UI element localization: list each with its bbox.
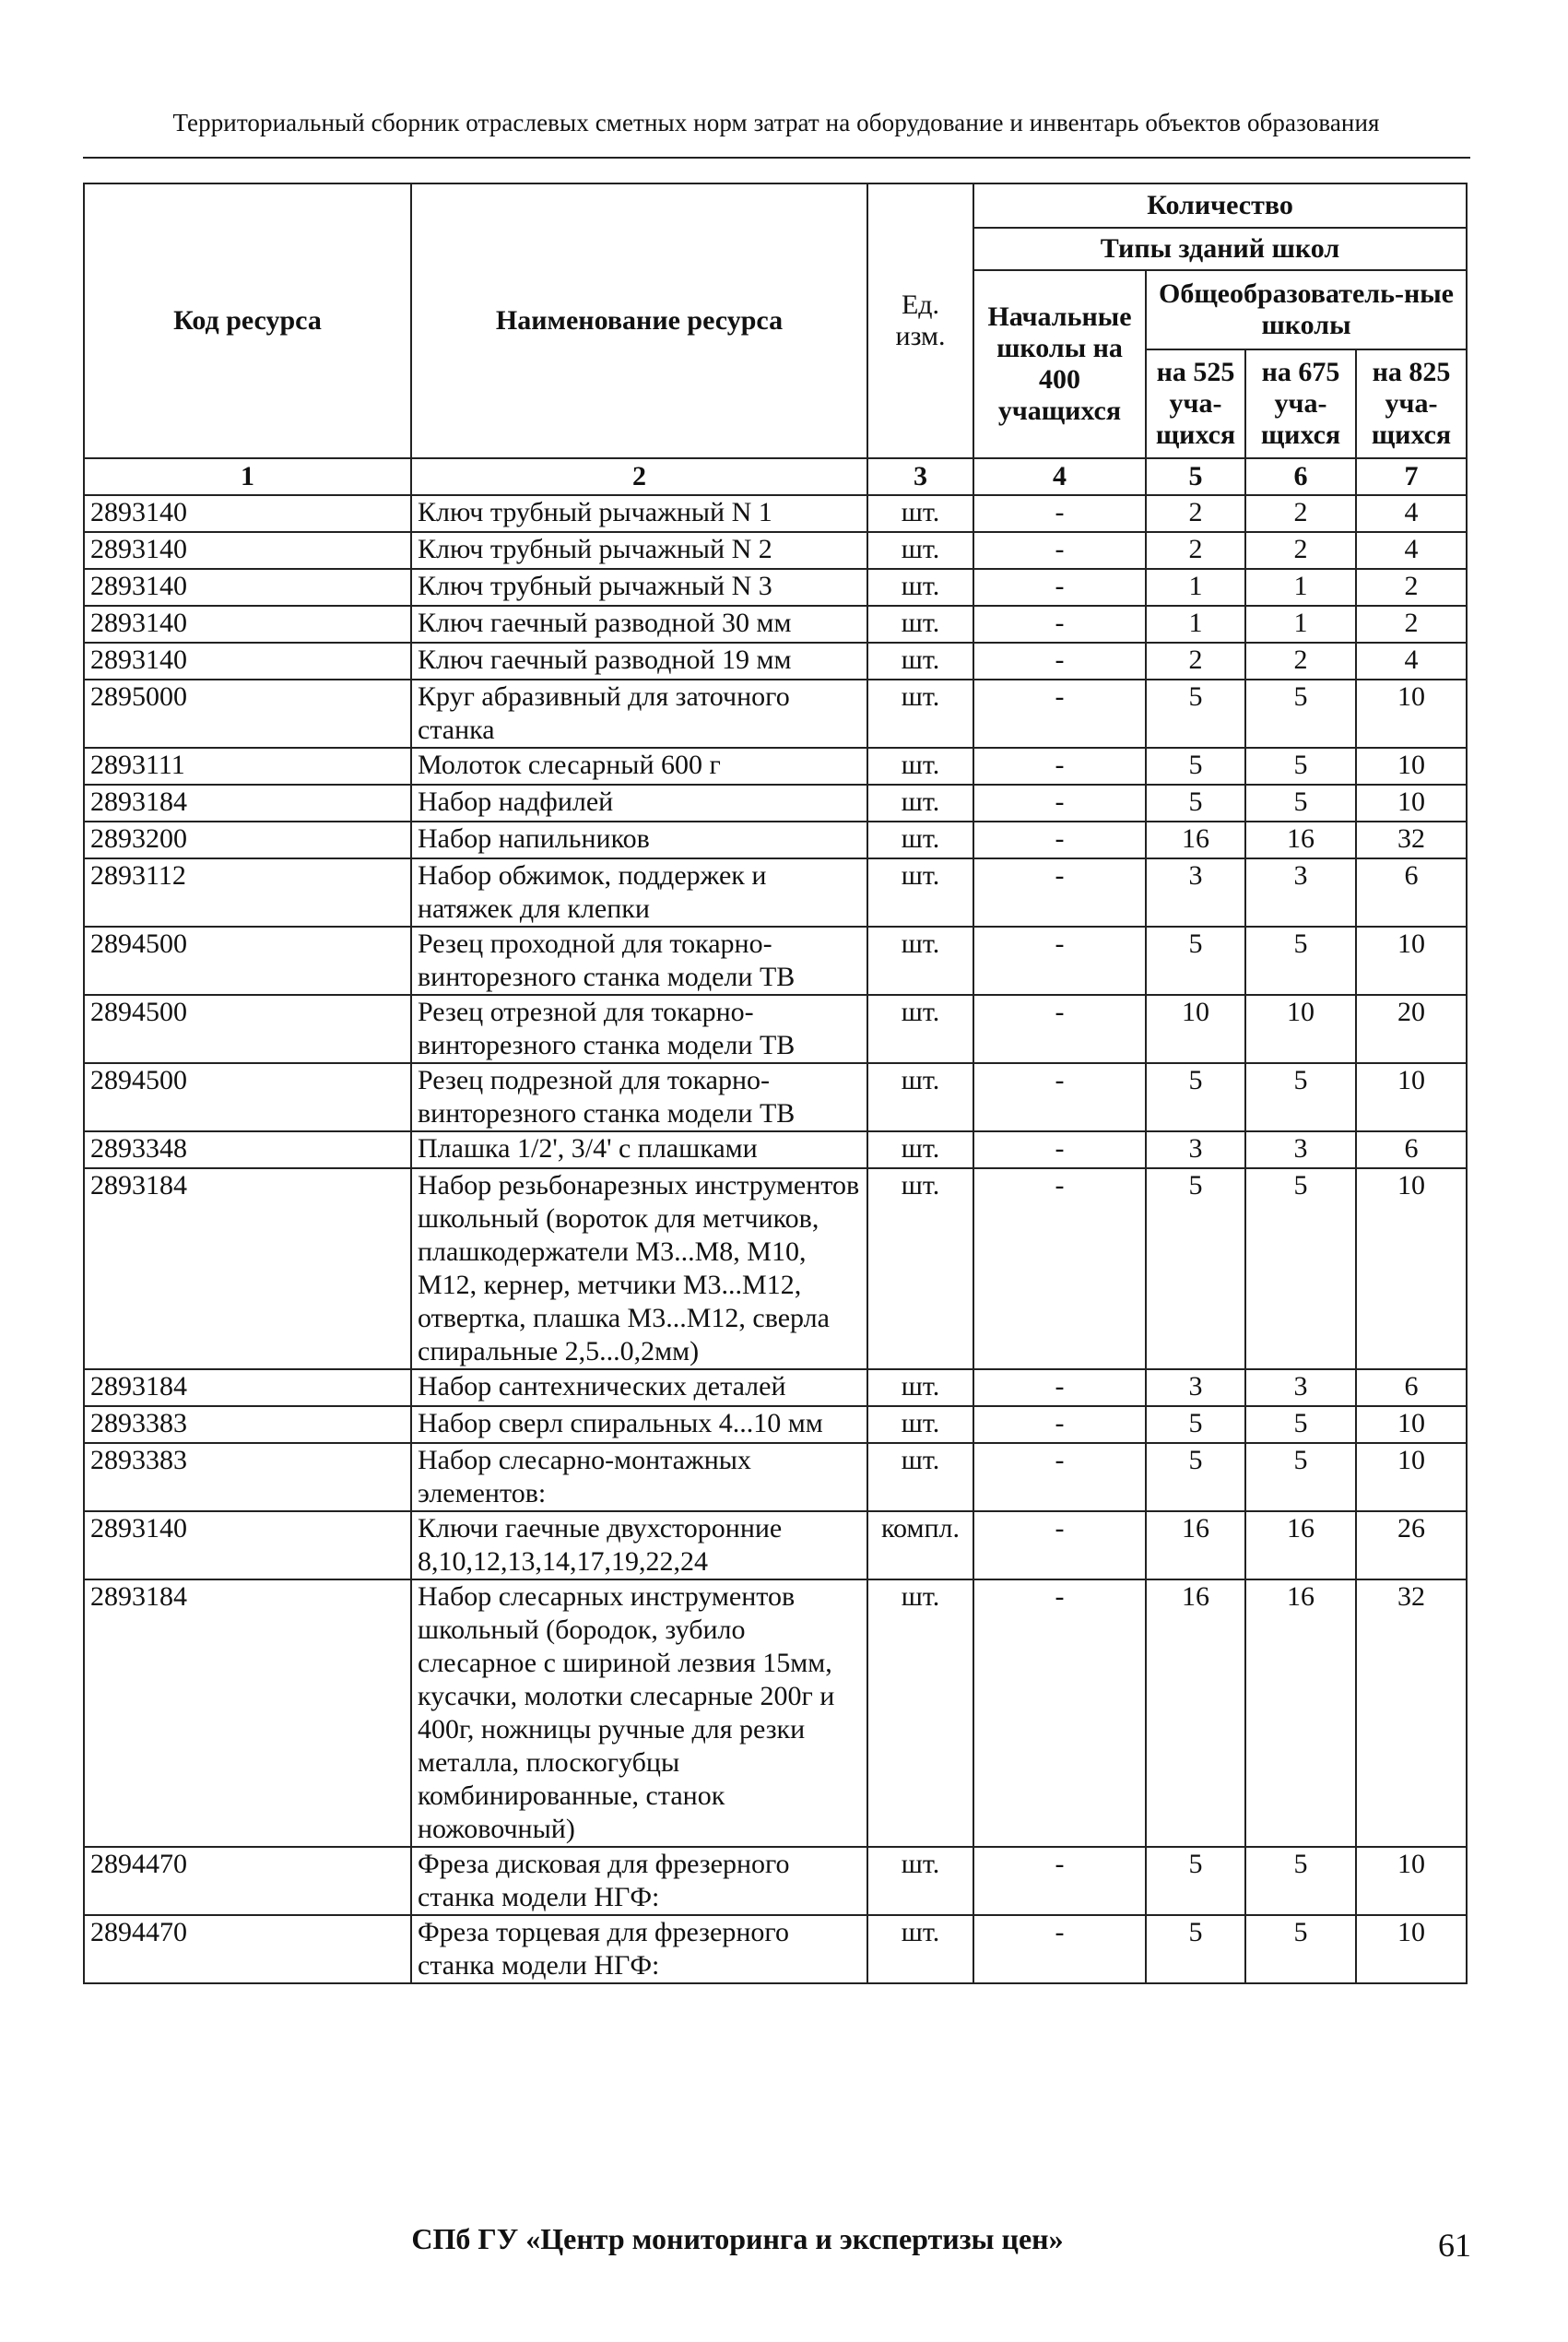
unit-cell: шт.: [867, 606, 973, 643]
qty-primary: -: [973, 822, 1146, 858]
qty-525: 16: [1146, 1511, 1245, 1579]
column-number: 1: [84, 458, 411, 495]
header-name: Наименование ресурса: [411, 183, 867, 458]
qty-525: 5: [1146, 748, 1245, 785]
resource-name: Резец отрезной для токарно-винторезного станка модели ТВ: [411, 995, 867, 1063]
qty-675: 3: [1245, 858, 1356, 927]
resource-name: Набор сверл спиральных 4...10 мм: [411, 1406, 867, 1443]
resource-name: Набор сантехнических деталей: [411, 1369, 867, 1406]
table-row: [84, 1131, 1467, 1168]
unit-cell: шт.: [867, 822, 973, 858]
qty-825: 2: [1356, 569, 1467, 606]
qty-825: 20: [1356, 995, 1467, 1063]
qty-825: 10: [1356, 680, 1467, 748]
unit-cell: шт.: [867, 1579, 973, 1847]
resource-code: 2893348: [84, 1131, 411, 1168]
header-code: Код ресурса: [84, 183, 411, 458]
qty-825: 4: [1356, 643, 1467, 680]
qty-525: 5: [1146, 1406, 1245, 1443]
qty-525: 16: [1146, 1579, 1245, 1847]
header-unit: Ед. изм.: [867, 183, 973, 458]
qty-525: 5: [1146, 1063, 1245, 1131]
table-body: [84, 495, 1467, 1983]
qty-675: 16: [1245, 822, 1356, 858]
resource-name: Набор напильников: [411, 822, 867, 858]
qty-675: 5: [1245, 680, 1356, 748]
resource-name: Молоток слесарный 600 г: [411, 748, 867, 785]
page-header: Территориальный сборник отраслевых сметных норм затрат на оборудование и инвентарь объектов образования: [172, 109, 1380, 136]
qty-825: 32: [1356, 822, 1467, 858]
qty-primary: -: [973, 1168, 1146, 1369]
table-row: [84, 1847, 1467, 1915]
qty-525: 5: [1146, 1168, 1245, 1369]
unit-cell: шт.: [867, 569, 973, 606]
qty-675: 2: [1245, 495, 1356, 532]
qty-675: 1: [1245, 569, 1356, 606]
column-number-row: [84, 458, 1467, 495]
header-675: на 675 уча-щихся: [1245, 349, 1356, 458]
header-general: Общеобразователь-ные школы: [1146, 270, 1467, 349]
table-row: [84, 785, 1467, 822]
qty-primary: -: [973, 532, 1146, 569]
header-825: на 825 уча-щихся: [1356, 349, 1467, 458]
qty-primary: -: [973, 1443, 1146, 1511]
table-row: [84, 1511, 1467, 1579]
qty-primary: -: [973, 1063, 1146, 1131]
table-row: [84, 569, 1467, 606]
resource-code: 2893184: [84, 1168, 411, 1369]
qty-525: 16: [1146, 822, 1245, 858]
qty-825: 6: [1356, 1131, 1467, 1168]
unit-cell: компл.: [867, 1511, 973, 1579]
table-row: [84, 1406, 1467, 1443]
resource-code: 2894500: [84, 927, 411, 995]
resource-code: 2895000: [84, 680, 411, 748]
resource-name: Плашка 1/2', 3/4' с плашками: [411, 1131, 867, 1168]
table-row: [84, 822, 1467, 858]
qty-primary: -: [973, 748, 1146, 785]
qty-825: 4: [1356, 532, 1467, 569]
qty-825: 10: [1356, 1063, 1467, 1131]
qty-primary: -: [973, 1847, 1146, 1915]
resource-name: Набор обжимок, поддержек и натяжек для клепки: [411, 858, 867, 927]
qty-primary: -: [973, 680, 1146, 748]
qty-825: 10: [1356, 1847, 1467, 1915]
qty-825: 10: [1356, 1443, 1467, 1511]
resource-name: Ключ трубный рычажный N 3: [411, 569, 867, 606]
resource-name: Набор резьбонарезных инструментов школьный (вороток для метчиков, плашкодержатели М3...М8, М10, М12, кернер, метчики М3...М12, отвертка, плашка М3...М12, сверла спиральные 2,5...0,2мм): [411, 1168, 867, 1369]
resource-name: Фреза дисковая для фрезерного станка модели НГФ:: [411, 1847, 867, 1915]
header-quantity: Количество: [973, 183, 1467, 228]
column-number: 6: [1245, 458, 1356, 495]
qty-675: 5: [1245, 1915, 1356, 1983]
table-row: [84, 1369, 1467, 1406]
qty-825: 10: [1356, 785, 1467, 822]
resource-name: Набор слесарных инструментов школьный (бородок, зубило слесарное с шириной лезвия 15мм, кусачки, молотки слесарные 200г и 400г, ножницы ручные для резки металла, плоскогубцы комбинированные, станок ножовочный): [411, 1579, 867, 1847]
resource-code: 2894500: [84, 995, 411, 1063]
qty-525: 5: [1146, 1847, 1245, 1915]
unit-cell: шт.: [867, 1915, 973, 1983]
table-row: [84, 995, 1467, 1063]
resource-code: 2893140: [84, 606, 411, 643]
qty-primary: -: [973, 495, 1146, 532]
table-row: [84, 1443, 1467, 1511]
resource-name: Набор надфилей: [411, 785, 867, 822]
qty-675: 5: [1245, 748, 1356, 785]
resource-code: 2893140: [84, 532, 411, 569]
table-row: [84, 858, 1467, 927]
resource-name: Ключ гаечный разводной 19 мм: [411, 643, 867, 680]
qty-675: 5: [1245, 785, 1356, 822]
resource-code: 2893383: [84, 1443, 411, 1511]
qty-primary: -: [973, 1406, 1146, 1443]
resource-name: Ключ трубный рычажный N 1: [411, 495, 867, 532]
qty-primary: -: [973, 569, 1146, 606]
resource-code: 2893112: [84, 858, 411, 927]
qty-675: 5: [1245, 1443, 1356, 1511]
qty-825: 4: [1356, 495, 1467, 532]
qty-primary: -: [973, 1579, 1146, 1847]
qty-825: 6: [1356, 858, 1467, 927]
unit-cell: шт.: [867, 858, 973, 927]
resource-name: Резец подрезной для токарно-винторезного станка модели ТВ: [411, 1063, 867, 1131]
table-row: [84, 1915, 1467, 1983]
qty-675: 5: [1245, 1406, 1356, 1443]
qty-825: 32: [1356, 1579, 1467, 1847]
table-row: [84, 1063, 1467, 1131]
header-525: на 525 уча-щихся: [1146, 349, 1245, 458]
unit-cell: шт.: [867, 927, 973, 995]
unit-cell: шт.: [867, 1131, 973, 1168]
qty-525: 5: [1146, 1915, 1245, 1983]
qty-525: 3: [1146, 1131, 1245, 1168]
qty-primary: -: [973, 1915, 1146, 1983]
qty-525: 3: [1146, 858, 1245, 927]
qty-825: 6: [1356, 1369, 1467, 1406]
qty-primary: -: [973, 606, 1146, 643]
qty-525: 5: [1146, 927, 1245, 995]
qty-825: 26: [1356, 1511, 1467, 1579]
resource-code: 2894470: [84, 1847, 411, 1915]
unit-cell: шт.: [867, 1063, 973, 1131]
resource-name: Набор слесарно-монтажных элементов:: [411, 1443, 867, 1511]
resource-code: 2893184: [84, 785, 411, 822]
header-rule: [83, 157, 1470, 159]
resource-code: 2893184: [84, 1579, 411, 1847]
qty-675: 3: [1245, 1131, 1356, 1168]
qty-525: 1: [1146, 569, 1245, 606]
qty-825: 2: [1356, 606, 1467, 643]
qty-525: 5: [1146, 785, 1245, 822]
table-row: [84, 1168, 1467, 1369]
qty-825: 10: [1356, 927, 1467, 995]
resource-name: Фреза торцевая для фрезерного станка модели НГФ:: [411, 1915, 867, 1983]
qty-675: 2: [1245, 643, 1356, 680]
unit-cell: шт.: [867, 748, 973, 785]
resource-code: 2893140: [84, 495, 411, 532]
qty-675: 16: [1245, 1511, 1356, 1579]
qty-525: 5: [1146, 680, 1245, 748]
resource-code: 2894470: [84, 1915, 411, 1983]
resource-code: 2893140: [84, 643, 411, 680]
qty-525: 1: [1146, 606, 1245, 643]
header-primary: Начальные школы на 400 учащихся: [973, 270, 1146, 458]
column-number: 2: [411, 458, 867, 495]
qty-675: 1: [1245, 606, 1356, 643]
resource-name: Ключ гаечный разводной 30 мм: [411, 606, 867, 643]
resource-code: 2893140: [84, 1511, 411, 1579]
qty-primary: -: [973, 785, 1146, 822]
qty-525: 2: [1146, 532, 1245, 569]
unit-cell: шт.: [867, 1406, 973, 1443]
resource-name: Ключ трубный рычажный N 2: [411, 532, 867, 569]
resource-code: 2893184: [84, 1369, 411, 1406]
unit-cell: шт.: [867, 785, 973, 822]
qty-primary: -: [973, 995, 1146, 1063]
qty-825: 10: [1356, 1915, 1467, 1983]
resource-table: [83, 183, 1468, 1984]
qty-primary: -: [973, 643, 1146, 680]
table-row: [84, 927, 1467, 995]
unit-cell: шт.: [867, 1443, 973, 1511]
resource-code: 2893111: [84, 748, 411, 785]
unit-cell: шт.: [867, 643, 973, 680]
footer-organization: СПб ГУ «Центр мониторинга и экспертизы цен»: [411, 2222, 1064, 2255]
column-number: 4: [973, 458, 1146, 495]
unit-cell: шт.: [867, 1369, 973, 1406]
column-number: 7: [1356, 458, 1467, 495]
resource-name: Ключи гаечные двухсторонние 8,10,12,13,14,17,19,22,24: [411, 1511, 867, 1579]
unit-cell: шт.: [867, 995, 973, 1063]
qty-675: 5: [1245, 927, 1356, 995]
qty-675: 5: [1245, 1063, 1356, 1131]
column-number: 5: [1146, 458, 1245, 495]
qty-525: 10: [1146, 995, 1245, 1063]
qty-primary: -: [973, 1369, 1146, 1406]
header-building-types: Типы зданий школ: [973, 228, 1467, 270]
unit-cell: шт.: [867, 1847, 973, 1915]
table-row: [84, 495, 1467, 532]
unit-cell: шт.: [867, 1168, 973, 1369]
qty-825: 10: [1356, 748, 1467, 785]
table-row: [84, 532, 1467, 569]
resource-code: 2893200: [84, 822, 411, 858]
qty-525: 5: [1146, 1443, 1245, 1511]
qty-primary: -: [973, 858, 1146, 927]
table-row: [84, 606, 1467, 643]
resource-code: 2893140: [84, 569, 411, 606]
qty-675: 3: [1245, 1369, 1356, 1406]
qty-525: 3: [1146, 1369, 1245, 1406]
qty-primary: -: [973, 1131, 1146, 1168]
column-number: 3: [867, 458, 973, 495]
qty-primary: -: [973, 927, 1146, 995]
resource-code: 2894500: [84, 1063, 411, 1131]
qty-675: 10: [1245, 995, 1356, 1063]
qty-675: 5: [1245, 1168, 1356, 1369]
resource-name: Резец проходной для токарно-винторезного станка модели ТВ: [411, 927, 867, 995]
qty-675: 5: [1245, 1847, 1356, 1915]
unit-cell: шт.: [867, 680, 973, 748]
page-number: 61: [1438, 2227, 1471, 2264]
resource-code: 2893383: [84, 1406, 411, 1443]
table-row: [84, 748, 1467, 785]
resource-name: Круг абразивный для заточного станка: [411, 680, 867, 748]
table-row: [84, 1579, 1467, 1847]
qty-675: 2: [1245, 532, 1356, 569]
qty-825: 10: [1356, 1168, 1467, 1369]
qty-primary: -: [973, 1511, 1146, 1579]
table-row: [84, 643, 1467, 680]
qty-675: 16: [1245, 1579, 1356, 1847]
qty-525: 2: [1146, 495, 1245, 532]
unit-cell: шт.: [867, 532, 973, 569]
qty-525: 2: [1146, 643, 1245, 680]
table-row: [84, 680, 1467, 748]
unit-cell: шт.: [867, 495, 973, 532]
qty-825: 10: [1356, 1406, 1467, 1443]
